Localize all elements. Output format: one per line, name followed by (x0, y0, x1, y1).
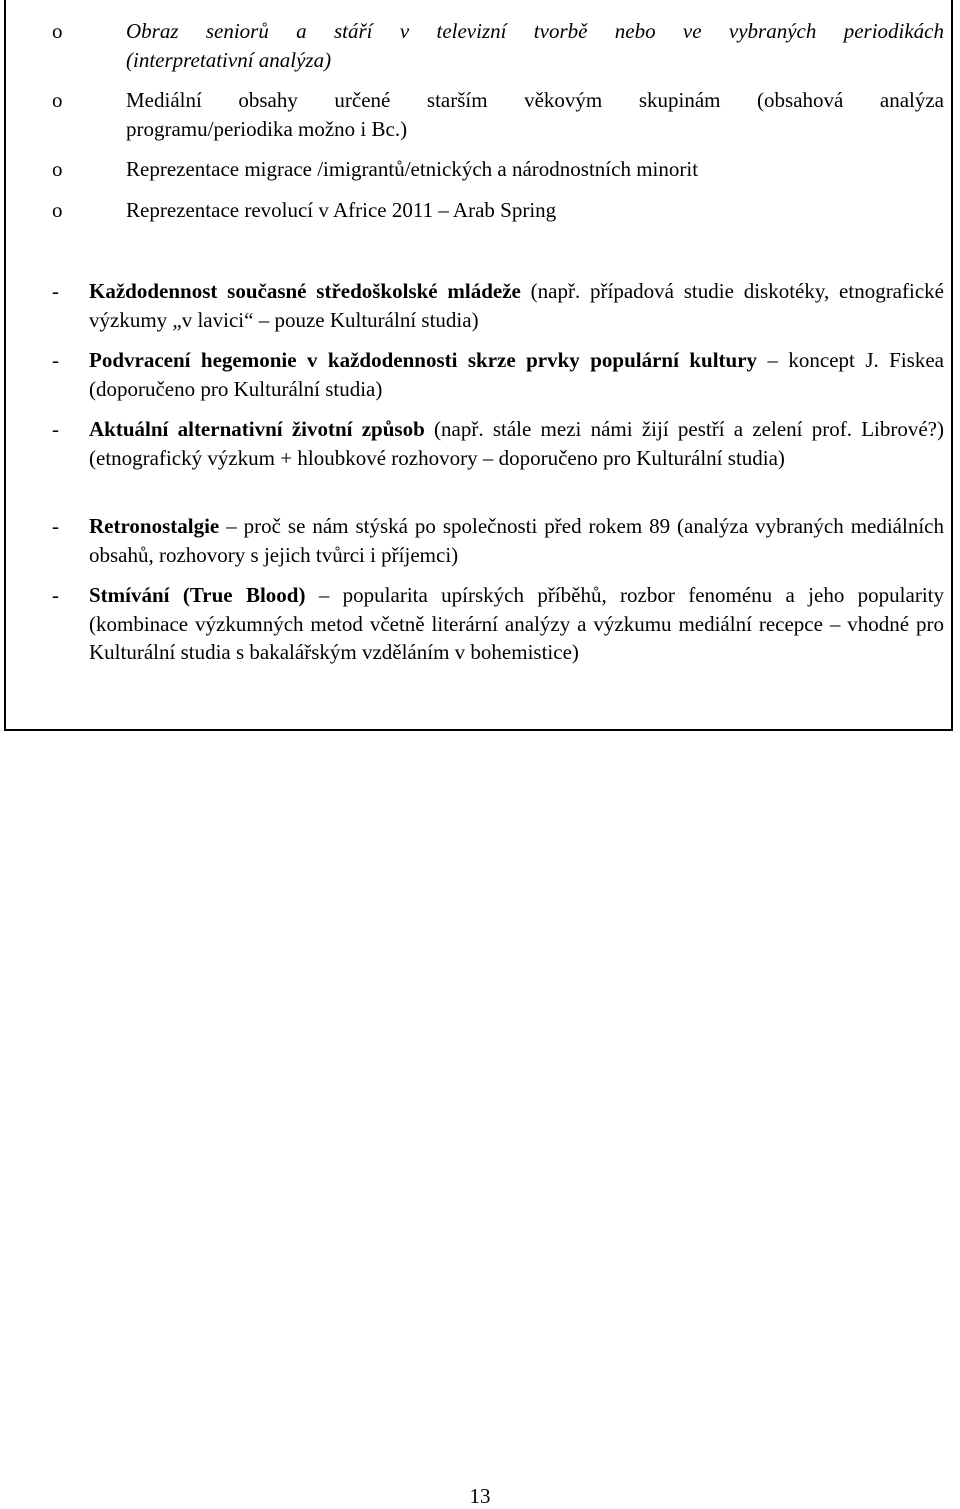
list-marker: - (52, 583, 59, 607)
list-marker: o (52, 198, 63, 222)
topic-text (89, 581, 944, 667)
list-marker: o (52, 157, 63, 181)
topic-description: – koncept J. Fiskea (doporučeno pro Kulturální studia) (89, 348, 944, 401)
topic-text (89, 512, 944, 569)
topic-title: Retronostalgie (89, 514, 220, 538)
list-item-text: Reprezentace migrace /imigrantů/etnických a národnostních minorit (126, 157, 699, 181)
topic-text (89, 277, 944, 334)
topic-title: Každodennost současné středoškolské mládeže (89, 279, 521, 303)
topic-description: – proč se nám stýská po společnosti před rokem 89 (analýza vybraných mediálních obsahů, rozhovory s jejich tvůrci i příjemci) (89, 514, 944, 567)
list-marker: o (52, 19, 63, 43)
topic-text (89, 415, 944, 472)
list-item-text: Mediální obsahy určené starším věkovým skupinám (obsahová analýza programu/periodika možno i Bc.) (126, 88, 944, 141)
topic-description: (např. případová studie diskotéky, etnografické výzkumy „v lavici“ – pouze Kulturální studia) (89, 279, 944, 332)
topic-text (89, 346, 944, 403)
list-marker: - (52, 417, 59, 441)
list-marker: - (52, 514, 59, 538)
list-item-text: Obraz seniorů a stáří v televizní tvorbě nebo ve vybraných periodikách (interpretativní analýza) (126, 19, 944, 72)
list-marker: o (52, 88, 63, 112)
list-item-text: Reprezentace revolucí v Africe 2011 – Arab Spring (126, 198, 557, 222)
topic-description: (např. stále mezi námi žijí pestří a zelení prof. Librové?) (etnografický výzkum + hloubkové rozhovory – doporučeno pro Kulturální studia) (89, 417, 944, 470)
topic-title: Podvracení hegemonie v každodennosti skrze prvky populární kultury (89, 348, 758, 372)
list-marker: - (52, 348, 59, 372)
list-marker: - (52, 279, 59, 303)
topic-title: Stmívání (True Blood) (89, 583, 306, 607)
page-number: 13 (469, 1484, 491, 1508)
topic-title: Aktuální alternativní životní způsob (89, 417, 425, 441)
topic-description: – popularita upírských příběhů, rozbor fenoménu a jeho popularity (kombinace výzkumných metod včetně literární analýzy a výzkumu mediální recepce – vhodné pro Kulturální studia s bakalářským vzděláním v bohemistice) (89, 583, 944, 664)
